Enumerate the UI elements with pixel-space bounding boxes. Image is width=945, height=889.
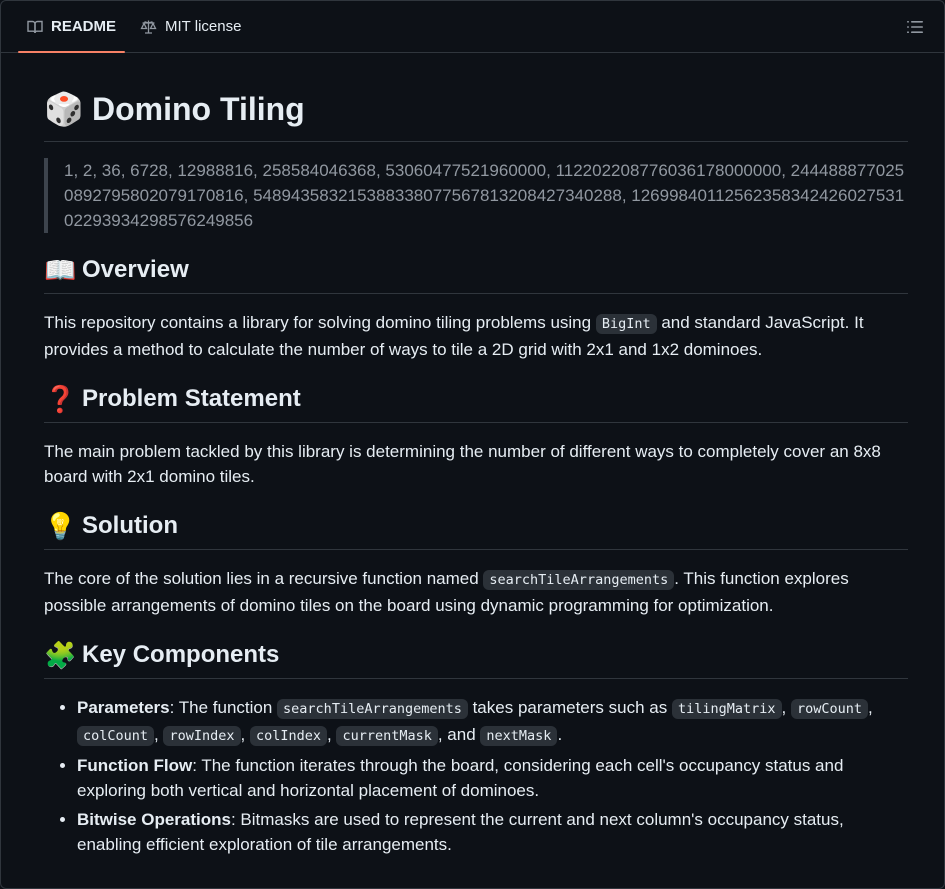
bitwise-label: Bitwise Operations (77, 810, 231, 829)
sequence-quote: 1, 2, 36, 6728, 12988816, 258584046368, 53060477521960000, 112202208776036178000000, 2444888770250892795802079170816, 548943583215388338077567813208427340288, 1269984011256235834242602753102293934298576249856 (44, 158, 908, 233)
solution-text-2: . This function explores possible arrangements of domino tiles on the board using dynamic programming for optimization. (44, 569, 849, 615)
list-text: : Bitmasks are used to represent the current and next column's occupancy status, enabling efficient exploration of tile arrangements. (77, 810, 844, 854)
problem-heading-text: Problem Statement (82, 385, 301, 412)
components-list (44, 695, 908, 857)
code-span: rowIndex (163, 726, 240, 746)
page-title (44, 89, 908, 142)
function-flow-label: Function Flow (77, 756, 193, 775)
code-span: colCount (77, 726, 154, 746)
page-title-text: Domino Tiling (92, 91, 305, 127)
readme-content (1, 53, 944, 857)
list-item (77, 807, 908, 857)
list-text: , (781, 698, 791, 717)
tab-license[interactable] (131, 1, 250, 52)
dice-icon: 🎲 (44, 91, 84, 127)
parameters-label: Parameters (77, 698, 170, 717)
tab-license-label: MIT license (165, 18, 242, 35)
code-span: colIndex (250, 726, 327, 746)
code-span: rowCount (791, 699, 868, 719)
solution-paragraph (44, 566, 908, 618)
list-text: , (867, 698, 873, 717)
list-text: , (327, 725, 337, 744)
bigint-code: BigInt (596, 314, 657, 334)
tab-readme[interactable] (18, 1, 125, 52)
light-bulb-icon: 💡 (44, 511, 77, 541)
puzzle-piece-icon: 🧩 (44, 640, 77, 670)
components-heading (44, 640, 908, 679)
overview-heading-text: Overview (82, 256, 189, 283)
law-icon (140, 19, 157, 35)
tab-bar (1, 1, 944, 53)
code-span: searchTileArrangements (277, 699, 468, 719)
search-fn-code: searchTileArrangements (483, 570, 674, 590)
list-icon (906, 23, 924, 40)
components-heading-text: Key Components (82, 641, 280, 668)
list-text: takes parameters such as (467, 698, 672, 717)
code-span: currentMask (336, 726, 437, 746)
tab-readme-label: README (51, 18, 117, 35)
overview-text-1: This repository contains a library for solving domino tiling problems using (44, 313, 596, 332)
question-mark-icon: ❓ (44, 384, 77, 414)
overview-paragraph (44, 310, 908, 362)
list-text: , (240, 725, 250, 744)
code-span: nextMask (480, 726, 557, 746)
problem-heading (44, 384, 908, 423)
open-book-icon: 📖 (44, 255, 77, 285)
list-text: . (557, 725, 563, 744)
outline-menu-button[interactable] (906, 18, 924, 36)
code-span: tilingMatrix (672, 699, 782, 719)
solution-heading (44, 511, 908, 550)
list-text: : The function (169, 698, 278, 717)
solution-heading-text: Solution (82, 512, 178, 539)
list-item (77, 753, 908, 803)
book-icon (27, 19, 43, 35)
list-text: , (154, 725, 164, 744)
list-item (77, 695, 908, 749)
list-text: : The function iterates through the board, considering each cell's occupancy status and exploring both vertical and horizontal placement of dominoes. (77, 756, 844, 800)
list-text: , and (437, 725, 481, 744)
overview-heading (44, 255, 908, 294)
overview-text-2: and standard JavaScript. It provides a method to calculate the number of ways to tile a 2D grid with 2x1 and 1x2 dominoes. (44, 313, 864, 359)
solution-text-1: The core of the solution lies in a recursive function named (44, 569, 484, 588)
problem-paragraph: The main problem tackled by this library is determining the number of different ways to completely cover an 8x8 board with 2x1 domino tiles. (44, 442, 881, 486)
